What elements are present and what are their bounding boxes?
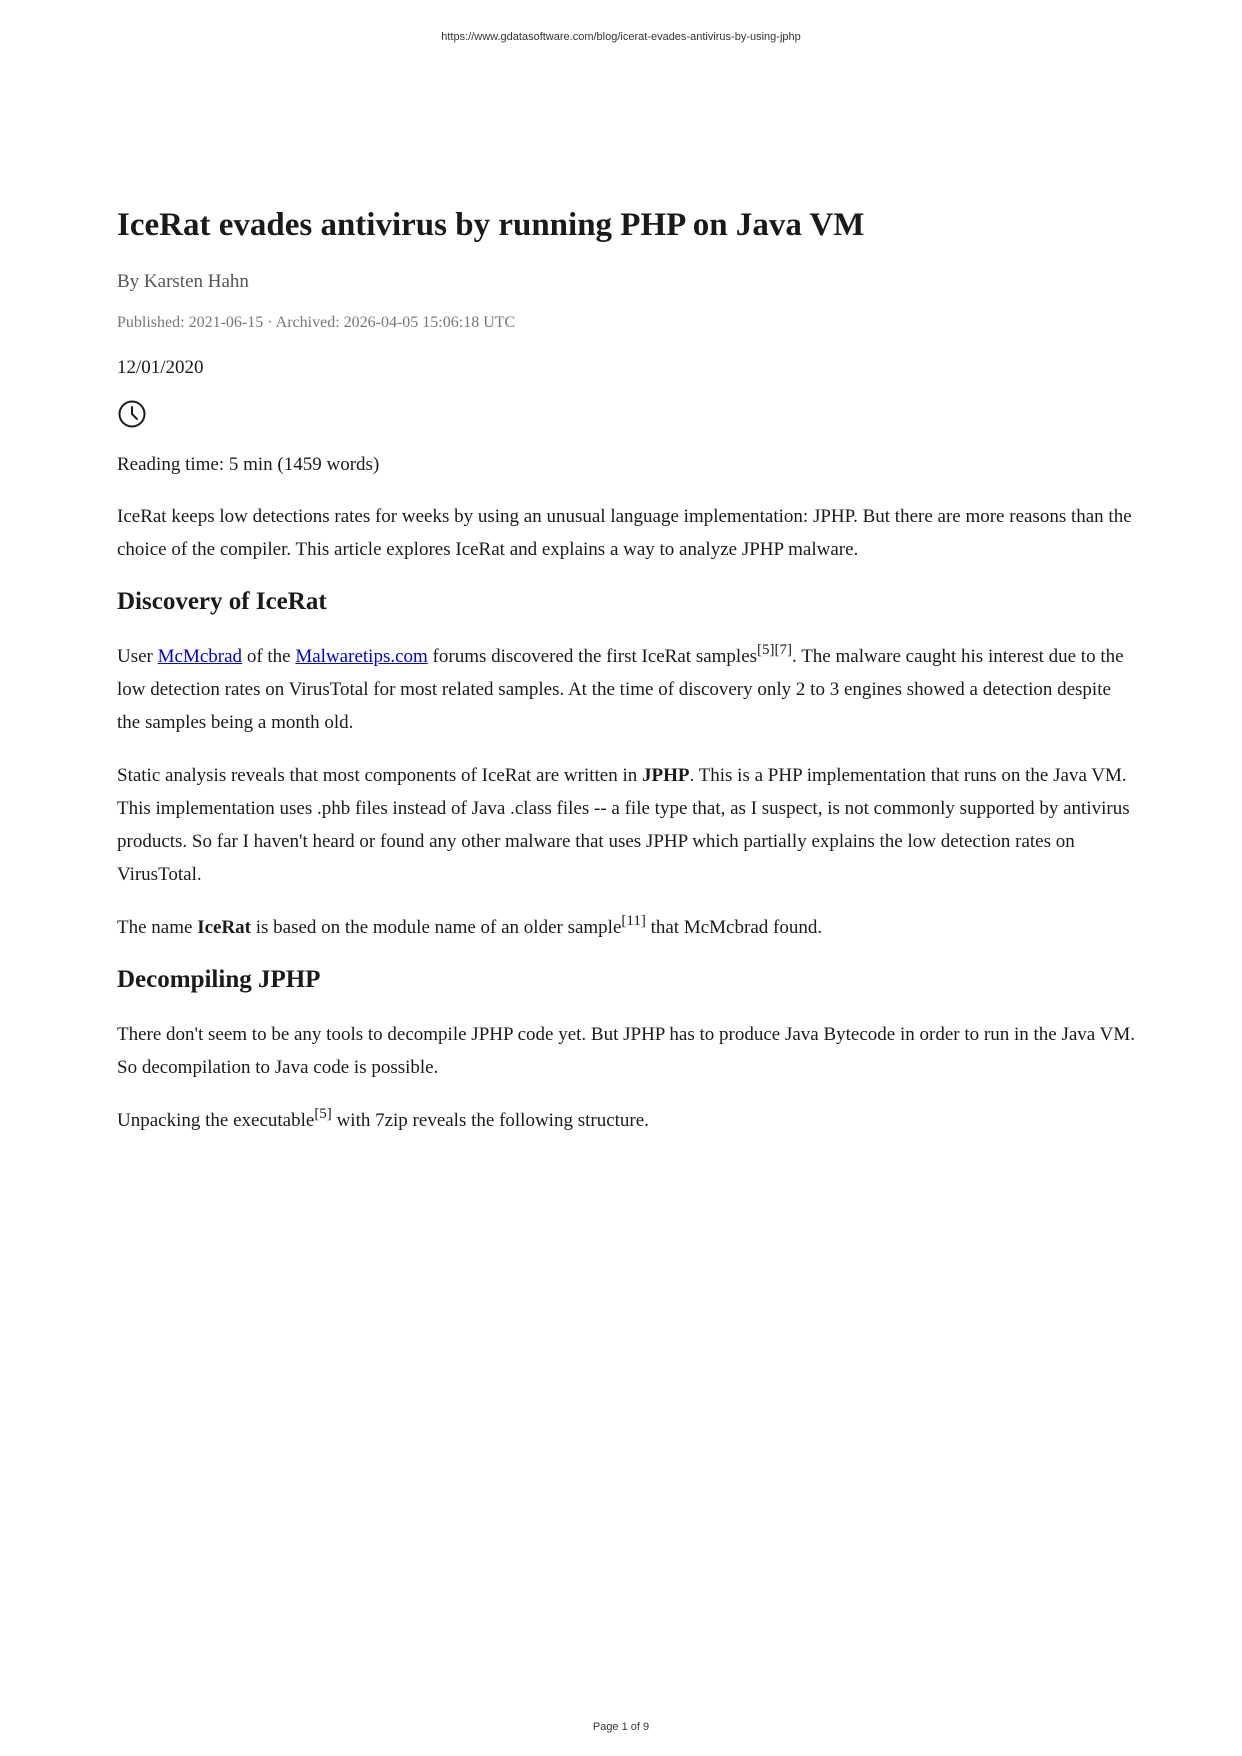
text-span: of the — [242, 646, 296, 667]
text-span: that McMcbrad found. — [645, 917, 823, 938]
author-byline: By Karsten Hahn — [117, 271, 249, 292]
text-span: Unpacking the executable — [117, 1110, 315, 1131]
text-span: . The malware caught his interest due to the low detection rates on VirusTotal for most related samples. At the time of discovery only 2 to 3 engines showed a detection despite the samples being a month old. — [117, 646, 1124, 733]
clock-icon — [117, 399, 147, 429]
text-span: The name — [117, 917, 198, 938]
icerat-bold: IceRat — [197, 917, 251, 938]
decompiling-paragraph-2 — [117, 1104, 1137, 1137]
decompiling-paragraph-1: There don't seem to be any tools to decompile JPHP code yet. But JPHP has to produce Java Bytecode in order to run in the Java VM. So decompilation to Java code is possible. — [117, 1024, 1135, 1078]
reading-time: Reading time: 5 min (1459 words) — [117, 454, 380, 475]
reference-11: [11] — [621, 912, 646, 929]
mcmcbrad-link[interactable]: McMcbrad — [157, 646, 243, 667]
discovery-paragraph-3 — [117, 911, 1137, 944]
jphp-bold: JPHP — [642, 765, 690, 786]
text-span: . This is a PHP implementation that runs on the Java VM. This implementation uses .phb files instead of Java .class files -- a file type that, as I suspect, is not commonly supported by antivirus products. So far I haven't heard or found any other malware that uses JPHP which partially explains the low detection rates on VirusTotal. — [117, 765, 1130, 885]
discovery-paragraph-1 — [117, 640, 1137, 739]
reference-5: [5] — [757, 641, 775, 658]
section-heading-decompiling: Decompiling JPHP — [117, 966, 321, 993]
text-span: Static analysis reveals that most components of IceRat are written in — [117, 765, 642, 786]
page-number-footer: Page 1 of 9 — [592, 1721, 650, 1733]
reference-7: [7] — [774, 641, 793, 658]
reference-5: [5] — [314, 1105, 332, 1122]
publish-meta: Published: 2021-06-15 · Archived: 2026-04-05 15:06:18 UTC — [117, 314, 516, 331]
section-heading-discovery: Discovery of IceRat — [117, 588, 327, 615]
article-date: 12/01/2020 — [117, 357, 204, 378]
malwaretips-link[interactable]: Malwaretips.com — [295, 646, 428, 667]
intro-paragraph: IceRat keeps low detections rates for weeks by using an unusual language implementation: JPHP. But there are more reasons than the choice of the compiler. This article explores IceRat and explains a way to analyze JPHP malware. — [117, 506, 1132, 560]
article-body — [117, 205, 1137, 1157]
article-title: IceRat evades antivirus by running PHP on Java VM — [117, 207, 865, 243]
page-url-header: https://www.gdatasoftware.com/blog/icerat-evades-antivirus-by-using-jphp — [441, 31, 801, 43]
text-span: forums discovered the first IceRat samples — [427, 646, 758, 667]
text-span: with 7zip reveals the following structure. — [331, 1110, 649, 1131]
discovery-paragraph-2 — [117, 759, 1137, 891]
text-span: is based on the module name of an older sample — [251, 917, 622, 938]
text-span: User — [117, 646, 158, 667]
